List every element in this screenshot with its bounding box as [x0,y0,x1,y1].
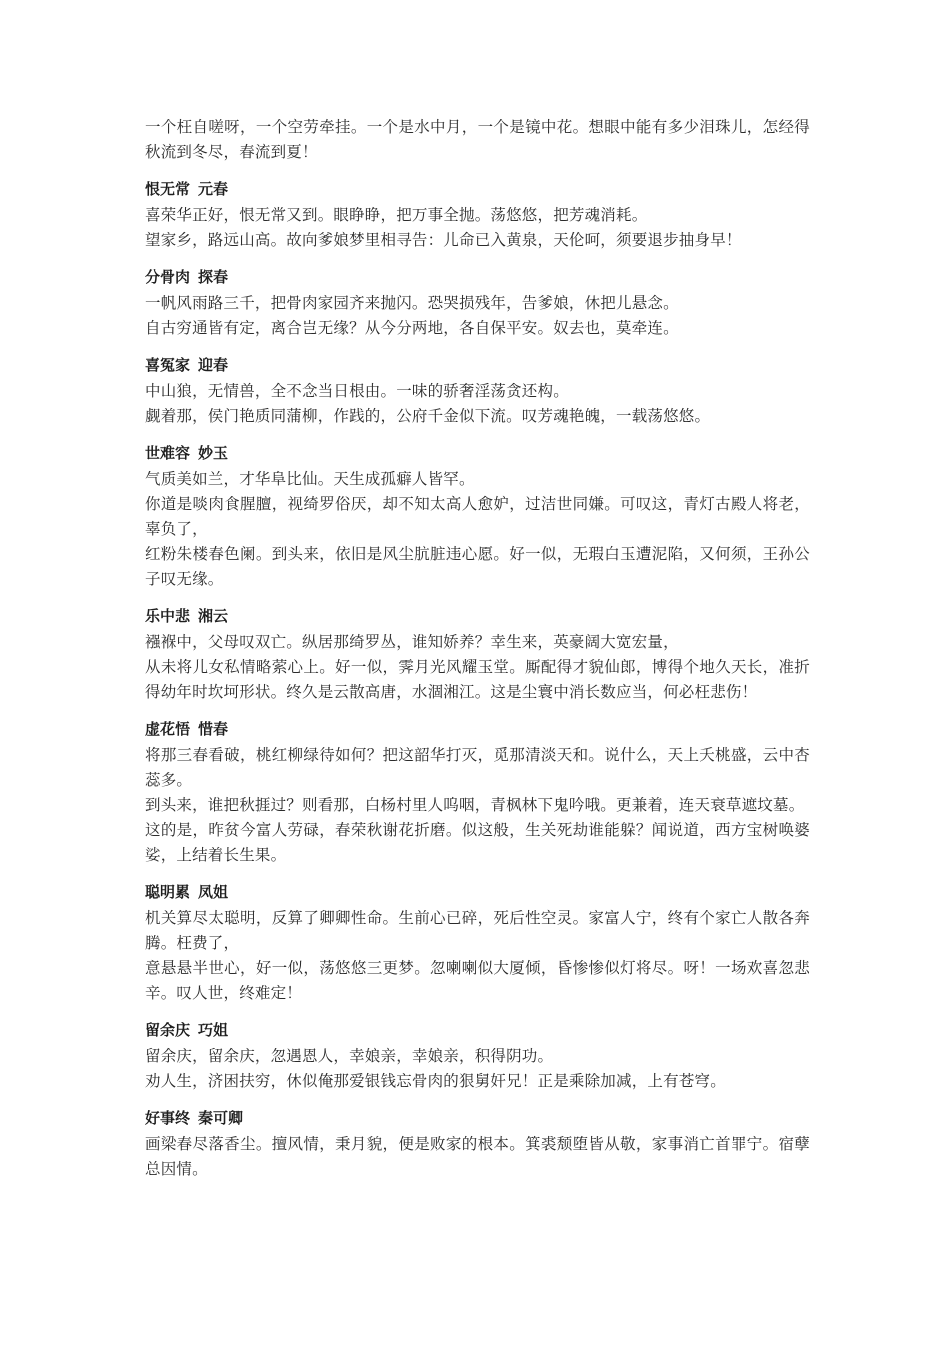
section-heading [145,1106,810,1130]
lyric-paragraph: 红粉朱楼春色阑。到头来，依旧是风尘肮脏违心愿。好一似，无瑕白玉遭泥陷，又何须，王孙公子叹无缘。 [145,545,810,588]
section-heading [145,441,810,465]
song-section [145,604,810,705]
lyric-paragraph: 你道是啖肉食腥膻，视绮罗俗厌，却不知太高人愈妒，过洁世同嫌。可叹这，青灯古殿人将老，辜负了， [145,495,810,538]
lyric-paragraph: 留余庆，留余庆，忽遇恩人，幸娘亲，幸娘亲，积得阴功。 [145,1047,554,1065]
song-title: 喜冤家 [145,356,191,374]
lyric-paragraph: 气质美如兰，才华阜比仙。天生成孤癖人皆罕。 [145,470,475,488]
character-name: 秦可卿 [198,1109,244,1127]
section-heading [145,717,810,741]
section-heading [145,353,810,377]
song-section [145,717,810,868]
lyric-paragraph: 到头来，谁把秋捱过？则看那，白杨村里人呜咽，青枫林下鬼吟哦。更兼着，连天衰草遮坟墓。 [145,796,805,814]
song-section [145,1018,810,1094]
song-title: 乐中悲 [145,607,191,625]
character-name: 妙玉 [198,444,229,462]
lyric-paragraph: 中山狼，无情兽，全不念当日根由。一味的骄奢淫荡贪还构。 [145,382,569,400]
song-section [145,177,810,253]
song-title: 好事终 [145,1109,191,1127]
document-page [145,115,810,1194]
character-name: 湘云 [198,607,229,625]
intro-paragraph: 一个枉自嗟呀，一个空劳牵挂。一个是水中月，一个是镜中花。想眼中能有多少泪珠儿，怎经得秋流到冬尽，春流到夏！ [145,118,810,161]
song-title: 聪明累 [145,883,191,901]
section-heading [145,265,810,289]
lyric-paragraph: 望家乡，路远山高。故向爹娘梦里相寻告：儿命已入黄泉，天伦呵，须要退步抽身早！ [145,231,742,249]
song-section [145,353,810,429]
lyric-paragraph: 画梁春尽落香尘。擅风情，秉月貌，便是败家的根本。箕裘颓堕皆从敬，家事消亡首罪宁。宿孽总因情。 [145,1135,810,1178]
intro-block [145,115,810,165]
song-section [145,265,810,341]
song-section [145,441,810,592]
character-name: 巧姐 [198,1021,229,1039]
character-name: 迎春 [198,356,229,374]
lyric-paragraph: 从未将儿女私情略萦心上。好一似，霁月光风耀玉堂。厮配得才貌仙郎，博得个地久天长，准折得幼年时坎坷形状。终久是云散高唐，水涸湘江。这是尘寰中消长数应当，何必枉悲伤！ [145,658,810,701]
song-section [145,880,810,1006]
lyric-paragraph: 襁褓中，父母叹双亡。纵居那绮罗丛，谁知娇养？幸生来，英豪阔大宽宏量， [145,633,679,651]
lyric-paragraph: 意悬悬半世心，好一似，荡悠悠三更梦。忽喇喇似大厦倾，昏惨惨似灯将尽。呀！一场欢喜忽悲辛。叹人世，终难定！ [145,959,810,1002]
song-title: 分骨肉 [145,268,191,286]
lyric-paragraph: 机关算尽太聪明，反算了卿卿性命。生前心已碎，死后性空灵。家富人宁，终有个家亡人散各奔腾。枉费了， [145,909,810,952]
section-heading [145,1018,810,1042]
lyric-paragraph: 喜荣华正好，恨无常又到。眼睁睁，把万事全抛。荡悠悠，把芳魂消耗。 [145,206,648,224]
lyric-paragraph: 这的是，昨贫今富人劳碌，春荣秋谢花折磨。似这般，生关死劫谁能躲？闻说道，西方宝树唤婆娑，上结着长生果。 [145,821,810,864]
lyric-paragraph: 将那三春看破，桃红柳绿待如何？把这韶华打灭，觅那清淡天和。说什么，天上夭桃盛，云中杏蕊多。 [145,746,810,789]
song-title: 恨无常 [145,180,191,198]
sections-container [145,177,810,1182]
song-title: 虚花悟 [145,720,191,738]
character-name: 元春 [198,180,229,198]
song-section [145,1106,810,1182]
character-name: 探春 [198,268,229,286]
lyric-paragraph: 自古穷通皆有定，离合岂无缘？从今分两地，各自保平安。奴去也，莫牵连。 [145,319,679,337]
section-heading [145,604,810,628]
lyric-paragraph: 劝人生，济困扶穷，休似俺那爱银钱忘骨肉的狠舅奸兄！正是乘除加减，上有苍穹。 [145,1072,726,1090]
character-name: 凤姐 [198,883,229,901]
lyric-paragraph: 一帆风雨路三千，把骨肉家园齐来抛闪。恐哭损残年，告爹娘，休把儿悬念。 [145,294,679,312]
song-title: 留余庆 [145,1021,191,1039]
song-title: 世难容 [145,444,191,462]
section-heading [145,880,810,904]
character-name: 惜春 [198,720,229,738]
lyric-paragraph: 觑着那，侯门艳质同蒲柳，作践的，公府千金似下流。叹芳魂艳魄，一载荡悠悠。 [145,407,711,425]
section-heading [145,177,810,201]
